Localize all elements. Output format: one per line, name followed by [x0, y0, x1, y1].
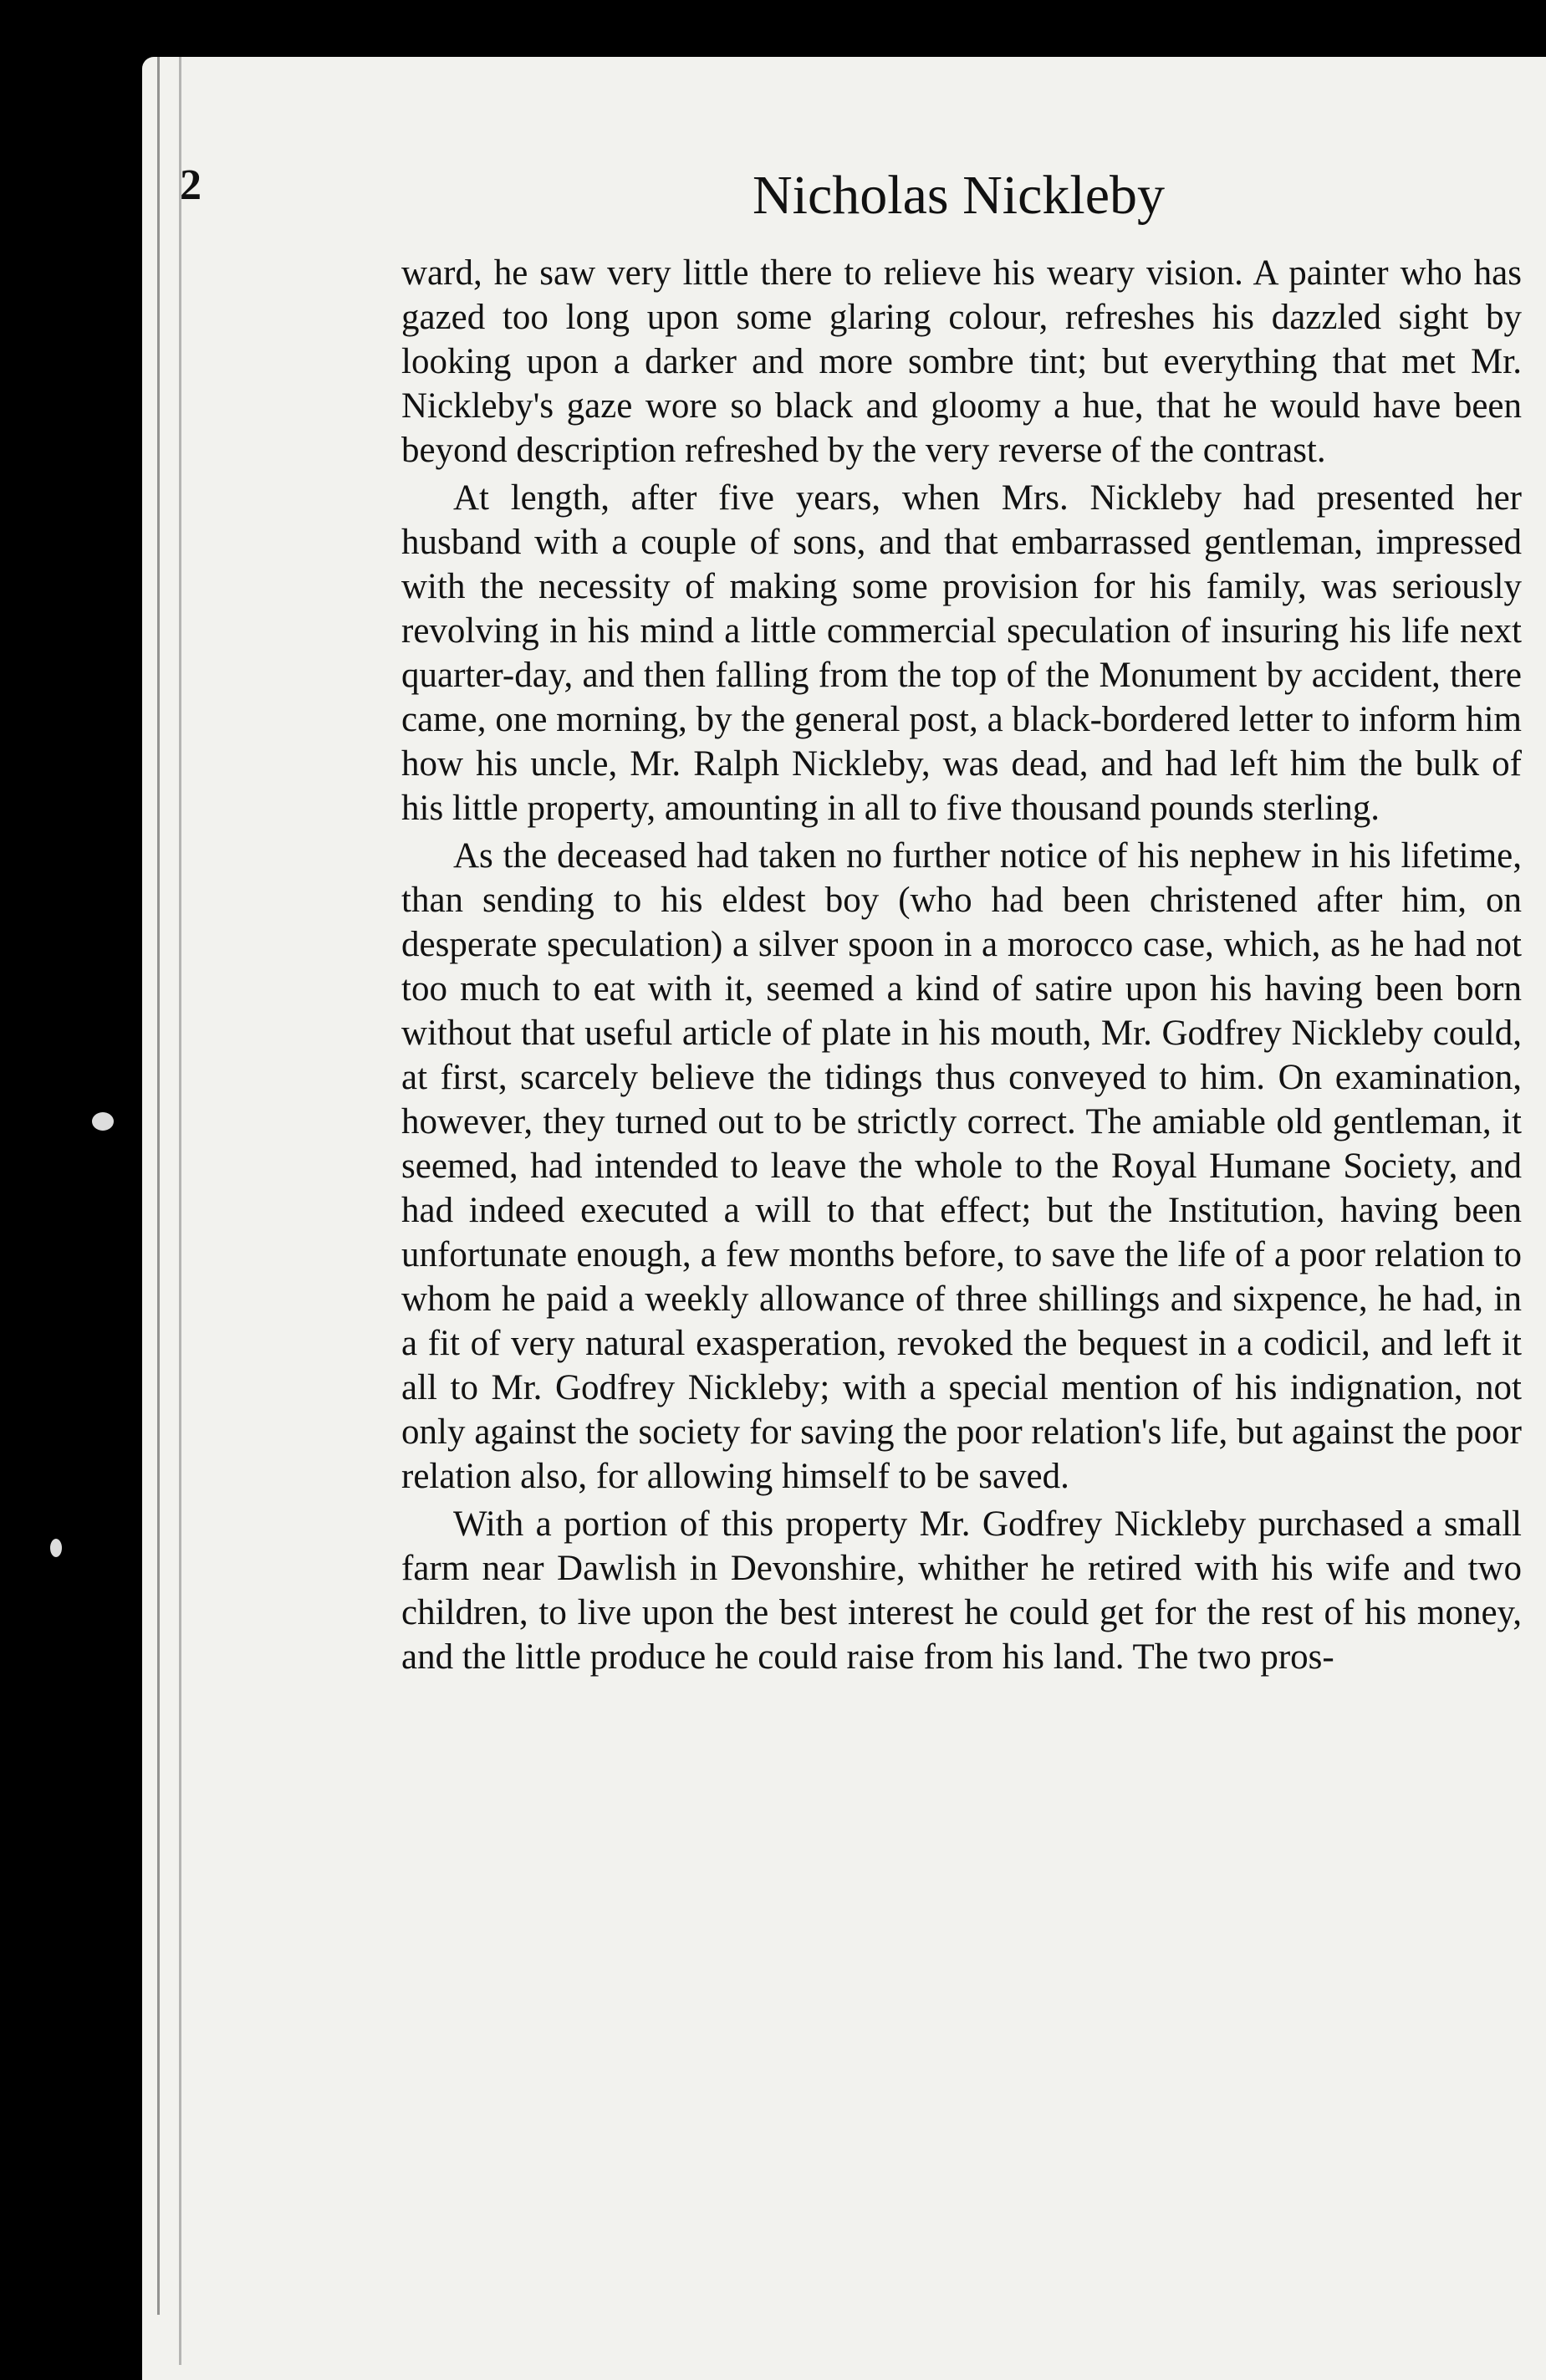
gutter-shadow-line: [179, 57, 181, 2365]
scan-speck: [92, 1112, 114, 1131]
paragraph: At length, after five years, when Mrs. Nickleby had presented her husband with a couple of sons, and that embarrassed gentleman, impressed with the necessity of making some provision for his family, was seriously revolving in his mind a little commercial speculation of insuring his life next quarter-day, and then falling from the top of the Monument by accident, there came, one morning, by the general post, a black-bordered letter to inform him how his uncle, Mr. Ralph Nickleby, was dead, and had left him the bulk of his little property, amounting in all to five thousand pounds sterling.: [401, 478, 1522, 828]
page-number: 2: [180, 161, 202, 209]
running-head-title: Nicholas Nickleby: [753, 165, 1166, 226]
paragraph: ward, he saw very little there to relieve his weary vision. A painter who has gazed too long upon some glaring colour, refreshes his dazzled sight by looking upon a darker and more sombre tint; but everything that met Mr. Nickleby's gaze wore so black and gloomy a hue, that he would have been beyond description refreshed by the very reverse of the contrast.: [401, 253, 1522, 470]
paragraph: As the deceased had taken no further notice of his nephew in his lifetime, than sending to his eldest boy (who had been christened after him, on desperate speculation) a silver spoon in a morocco case, which, as he had not too much to eat with it, seemed a kind of satire upon his having been born without that useful article of plate in his mouth, Mr. Godfrey Nickleby could, at first, scarcely believe the tidings thus conveyed to him. On examination, however, they turned out to be strictly correct. The amiable old gentleman, it seemed, had intended to leave the whole to the Royal Humane Society, and had indeed executed a will to that effect; but the Institution, having been unfortunate enough, a few months before, to save the life of a poor relation to whom he paid a weekly allowance of three shillings and sixpence, he had, in a fit of very natural exasperation, revoked the bequest in a codicil, and left it all to Mr. Godfrey Nickleby; with a special mention of his indignation, not only against the society for saving the poor relation's life, but against the poor relation also, for allowing himself to be saved.: [401, 836, 1522, 1496]
gutter-shadow-line: [157, 57, 160, 2315]
body-text: [401, 251, 1522, 1683]
scan-speck: [50, 1539, 62, 1557]
paragraph: With a portion of this property Mr. Godfrey Nickleby purchased a small farm near Dawlish in Devonshire, whither he retired with his wife and two children, to live upon the best interest he could get for the rest of his money, and the little produce he could raise from his land. The two pros-: [401, 1504, 1522, 1677]
